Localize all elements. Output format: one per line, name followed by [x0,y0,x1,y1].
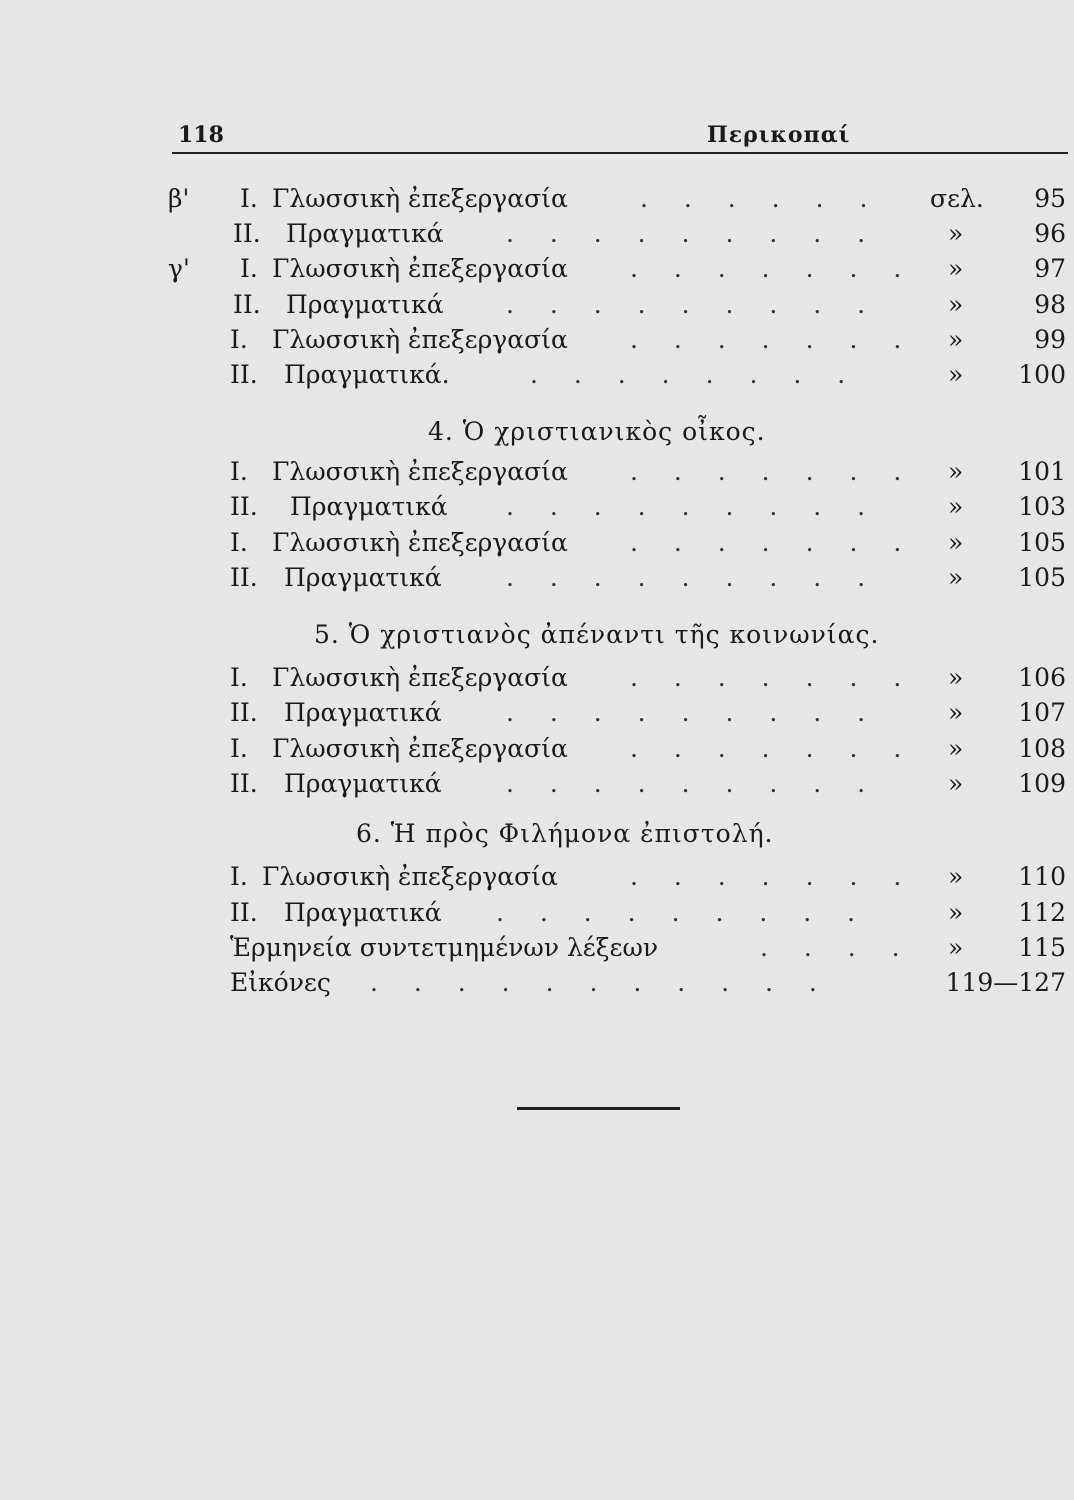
toc-entry [0,219,1074,253]
ditto-mark: » [948,563,964,592]
running-title: Περικοπαί [707,122,851,148]
entry-page: 112 [1018,898,1066,927]
ditto-mark: » [948,254,964,283]
toc-entry [0,862,1074,896]
entry-roman: II. [230,492,258,521]
entry-page: 98 [1034,290,1066,319]
ditto-mark: » [948,492,964,521]
entry-page: 110 [1018,862,1066,891]
entry-page: 108 [1018,734,1066,763]
entry-page: 115 [1018,933,1066,962]
entry-roman: I. [230,457,248,486]
entry-title: Γλωσσικὴ ἐπεξεργασία [272,457,568,486]
entry-roman: II. [230,898,258,927]
entry-sel-label: σελ. [930,184,984,213]
entry-roman: I. [230,528,248,557]
toc-entry [0,734,1074,768]
entry-roman: I. [230,734,248,763]
dot-leader: . . . . . . . [630,457,916,486]
dot-leader: . . . . . . . [630,663,916,692]
toc-entry [0,360,1074,394]
section-heading: 4. Ὁ χριστιανικὸς οἶκος. [428,417,766,446]
entry-title: Πραγματικά. [284,360,450,389]
entry-title: Γλωσσικὴ ἐπεξεργασία [262,862,558,891]
toc-entry [0,698,1074,732]
toc-entry [0,769,1074,803]
entry-roman: I. [230,862,248,891]
toc-entry-glossary [0,933,1074,967]
toc-entry [0,254,1074,288]
entry-roman: II. [230,360,258,389]
toc-entry [0,492,1074,526]
dot-leader: . . . . . . . [630,528,916,557]
entry-roman: I. [240,254,258,283]
dot-leader: . . . . . . . [630,254,916,283]
entry-title: Γλωσσικὴ ἐπεξεργασία [272,528,568,557]
entry-title: Πραγματικά [284,563,442,592]
section-heading: 6. Ἡ πρὸς Φιλήμονα ἐπιστολή. [356,819,774,848]
ditto-mark: » [948,862,964,891]
entry-page: 105 [1018,528,1066,557]
entry-page: 100 [1018,360,1066,389]
ditto-mark: » [948,898,964,927]
entry-title: Γλωσσικὴ ἐπεξεργασία [272,734,568,763]
ditto-mark: » [948,325,964,354]
dot-leader: . . . . [760,933,914,962]
ditto-mark: » [948,734,964,763]
entry-roman: II. [233,290,261,319]
toc-entry [0,663,1074,697]
dot-leader: . . . . . . . . . [506,492,880,521]
entry-title: Πραγματικά [290,492,448,521]
entry-roman: I. [230,325,248,354]
entry-page-range: 119—127 [945,968,1066,997]
toc-entry [0,184,1074,218]
entry-page: 97 [1034,254,1066,283]
dot-leader: . . . . . . . . . [496,898,870,927]
entry-title: Γλωσσικὴ ἐπεξεργασία [272,663,568,692]
entry-page: 103 [1018,492,1066,521]
ditto-mark: » [948,290,964,319]
entry-title: Ἑρμηνεία συντετμημένων λέξεων [230,933,659,962]
entry-title: Πραγματικά [286,290,444,319]
toc-entry [0,528,1074,562]
entry-title: Εἰκόνες [230,968,331,997]
entry-roman: I. [240,184,258,213]
dot-leader: . . . . . . . . . [506,219,880,248]
entry-title: Γλωσσικὴ ἐπεξεργασία [272,325,568,354]
ditto-mark: » [948,528,964,557]
header-rule [172,152,1068,154]
dot-leader: . . . . . . . [630,734,916,763]
toc-entry [0,290,1074,324]
dot-leader: . . . . . . . . . . . [370,968,831,997]
entry-title: Γλωσσικὴ ἐπεξεργασία [272,254,568,283]
entry-title: Πραγματικά [284,698,442,727]
entry-roman: II. [230,698,258,727]
group-label-g: γ' [168,254,190,283]
page-header [172,122,1068,154]
entry-title: Πραγματικά [286,219,444,248]
ditto-mark: » [948,219,964,248]
entry-page: 105 [1018,563,1066,592]
dot-leader: . . . . . . . [630,325,916,354]
dot-leader: . . . . . . . . . [506,769,880,798]
entry-page: 107 [1018,698,1066,727]
toc-entry [0,898,1074,932]
dot-leader: . . . . . . [640,184,882,213]
dot-leader: . . . . . . . . . [506,563,880,592]
entry-roman: II. [233,219,261,248]
ditto-mark: » [948,698,964,727]
closing-rule [517,1107,680,1110]
entry-page: 109 [1018,769,1066,798]
dot-leader: . . . . . . . . . [506,290,880,319]
toc-entry-images [0,968,1074,1002]
entry-page: 106 [1018,663,1066,692]
ditto-mark: » [948,457,964,486]
entry-page: 96 [1034,219,1066,248]
section-heading: 5. Ὁ χριστιανὸς ἀπέναντι τῆς κοινωνίας. [314,620,880,649]
toc-entry [0,563,1074,597]
entry-page: 99 [1034,325,1066,354]
ditto-mark: » [948,933,964,962]
toc-entry [0,325,1074,359]
entry-title: Γλωσσικὴ ἐπεξεργασία [272,184,568,213]
entry-roman: I. [230,663,248,692]
page-number: 118 [178,122,224,148]
ditto-mark: » [948,360,964,389]
entry-page: 101 [1018,457,1066,486]
entry-title: Πραγματικά [284,769,442,798]
dot-leader: . . . . . . . [630,862,916,891]
ditto-mark: » [948,663,964,692]
dot-leader: . . . . . . . . [530,360,860,389]
entry-page: 95 [1034,184,1066,213]
ditto-mark: » [948,769,964,798]
entry-roman: II. [230,563,258,592]
dot-leader: . . . . . . . . . [506,698,880,727]
entry-roman: II. [230,769,258,798]
toc-entry [0,457,1074,491]
entry-title: Πραγματικά [284,898,442,927]
group-label-b: β' [168,184,190,213]
